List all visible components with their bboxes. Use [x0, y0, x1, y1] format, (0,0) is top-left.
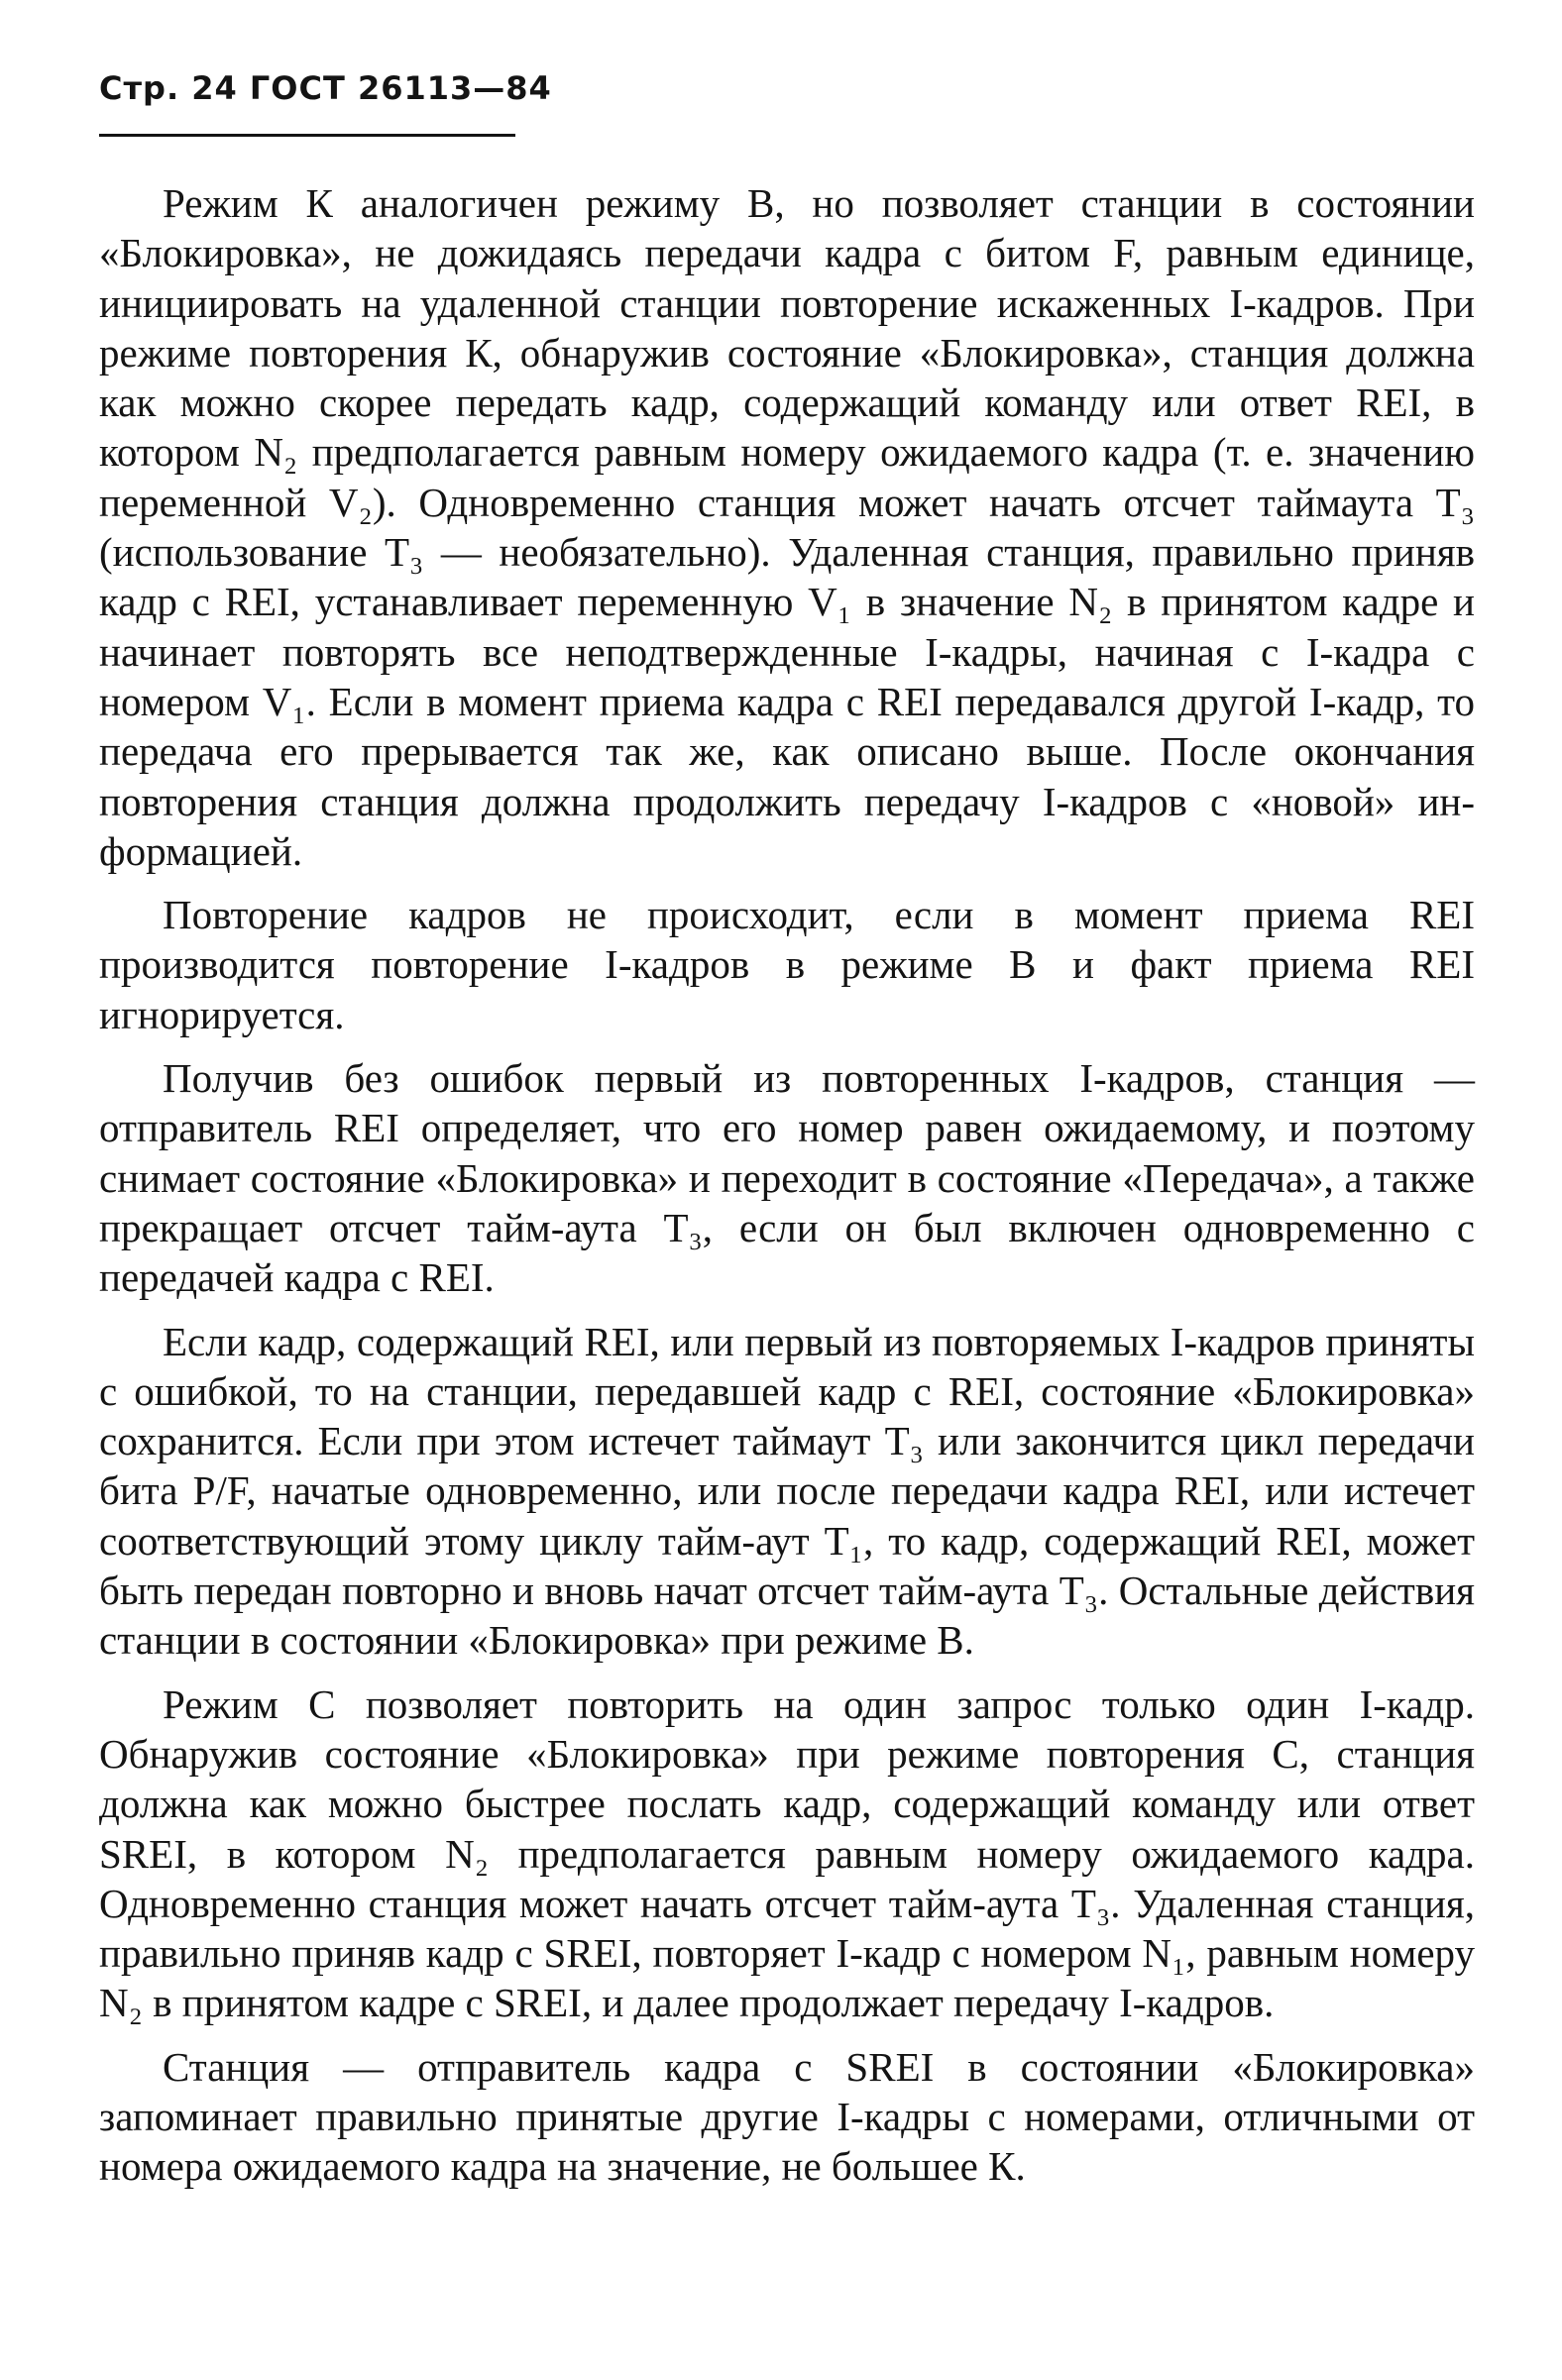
paragraph: Станция — отправитель кадра с SREI в состоянии «Блокировка» запоминает правильно принятые другие I-кадры с номерами, отличными от номера ожидаемого кадра на значение, не большее К.: [99, 2043, 1475, 2190]
paragraph: Режим C позволяет повторить на один запрос только один I-кадр. Обнаружив состояние «Блокировка» при режиме повторения C, станция должна как можно быстрее послать кадр, содержащий команду или ответ SREI, в котором N₂ предполагается равным номеру ожидаемого кадра. Одновременно станция может начать отсчет тайм-аута T₃. Удаленная станция, правильно приняв кадр с SREI, повторяет I-кадр с номером N₁, равным номеру N₂ в принятом кадре с SREI, и далее продолжает передачу I-кадров.: [99, 1680, 1475, 2026]
paragraph: Получив без ошибок первый из повторенных I-кадров, станция — отправитель REI определяет, что его номер равен ожидаемому, и поэтому снимает состояние «Блокировка» и переходит в состояние «Передача», а также прекращает отсчет тайм-аута T₃, если он был включен одновременно с передачей кадра с REI.: [99, 1055, 1475, 1301]
page-header: Стр. 24 ГОСТ 26113—84: [99, 69, 552, 107]
paragraph: Если кадр, содержащий REI, или первый из повторяемых I-кадров приняты с ошибкой, то на станции, передавшей кадр с REI, состояние «Блокировка» сохранится. Если при этом истечет таймаут T₃ или закончится цикл передачи бита P/F, начатые одновременно, или после передачи кадра REI, или истечет соответствующий этому циклу тайм-аут T₁, то кадр, содержащий REI, может быть передан повторно и вновь начат отсчет тайм-аута T₃. Остальные действия станции в состоянии «Блокировка» при режиме B.: [99, 1318, 1475, 1664]
paragraph: Режим К аналогичен режиму B, но позволяет станции в состоянии «Блокировка», не дожидаясь передачи кадра с битом F, равным единице, инициировать на удаленной станции повторение искаженных I-кадров. При режиме повторения К, обнаружив состояние «Блокировка», станция должна как можно скорее передать кадр, содержащий команду или ответ REI, в котором N₂ предполагается равным номеру ожидаемого кадра (т. е. значению переменной V₂). Одновременно станция может начать отсчет таймаута T₃ (использование T₃ — необязательно). Удаленная станция, правильно приняв кадр с REI, устанавливает переменную V₁ в значение N₂ в принятом кадре и начинает повторять все неподтвержденные I-кадры, начиная с I-кадра с номером V₁. Если в момент приема кадра с REI передавался другой I-кадр, то передача его прерывается так же, как описано выше. После окончания повторения станция должна продолжить передачу I-кадров с «новой» информацией.: [99, 180, 1475, 874]
header-rule: [99, 134, 515, 137]
paragraph: Повторение кадров не происходит, если в момент приема REI производится повторение I-кадров в режиме B и факт приема REI игнорируется.: [99, 892, 1475, 1037]
body-text: [99, 178, 1475, 2206]
